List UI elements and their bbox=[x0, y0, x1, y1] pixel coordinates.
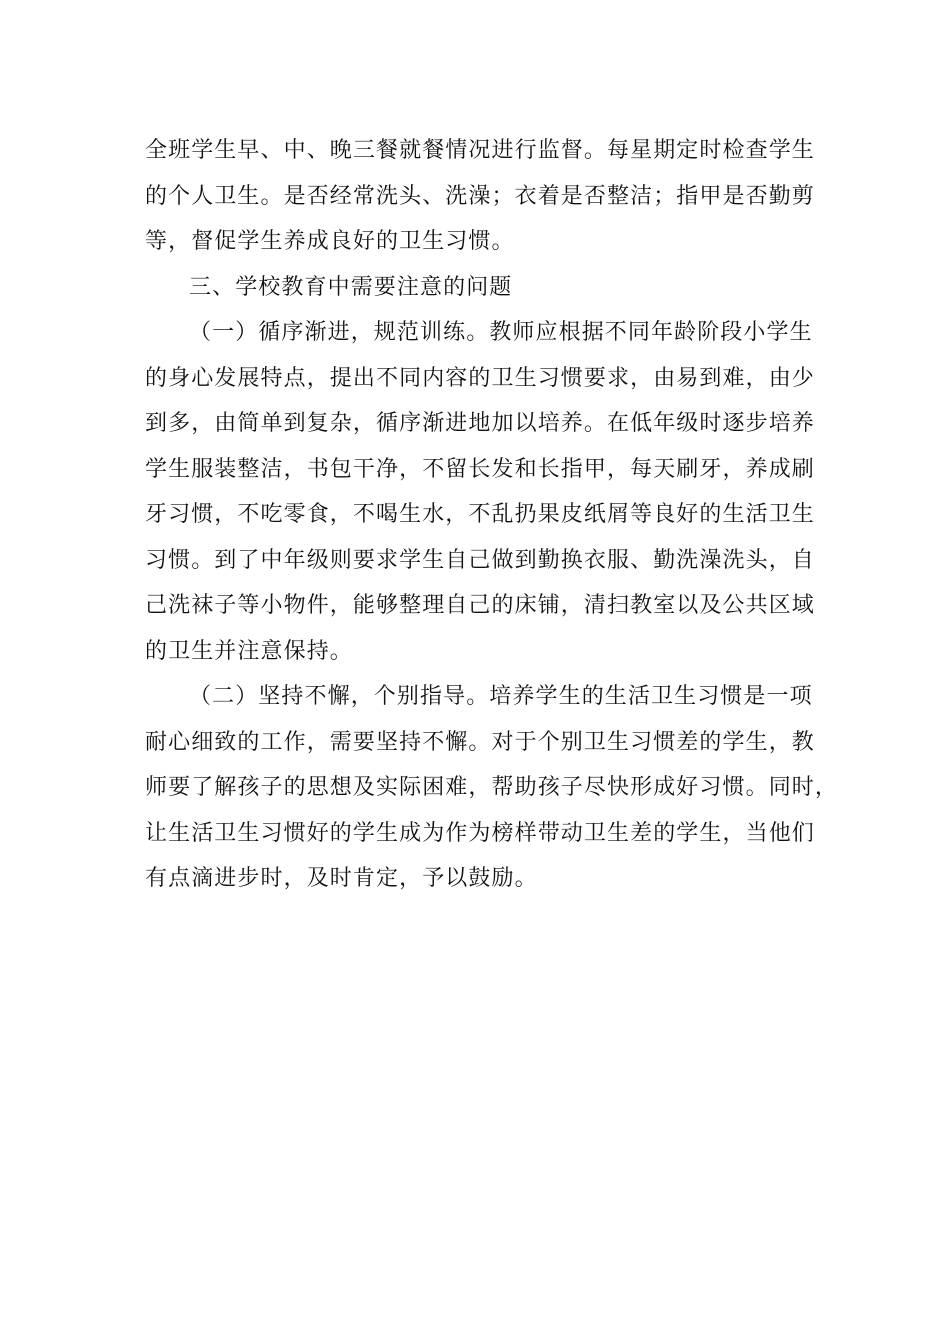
text-line: 师要了解孩子的思想及实际困难，帮助孩子尽快形成好习惯。同时， bbox=[145, 775, 839, 800]
text-line: 己洗袜子等小物件，能够整理自己的床铺，清扫教室以及公共区域 bbox=[145, 593, 815, 618]
text-line: （二）坚持不懈，个别指导。培养学生的生活卫生习惯是一项 bbox=[189, 684, 813, 709]
paragraph-continuation bbox=[145, 128, 815, 265]
text-line: 的卫生并注意保持。 bbox=[145, 638, 353, 664]
text-line: 习惯。到了中年级则要求学生自己做到勤换衣服、勤洗澡洗头，自 bbox=[145, 547, 815, 573]
text-line: 牙习惯，不吃零食，不喝生水，不乱扔果皮纸屑等良好的生活卫生 bbox=[145, 502, 815, 527]
document-body bbox=[145, 128, 839, 902]
text-line: 耐心细致的工作，需要坚持不懈。对于个别卫生习惯差的学生，教 bbox=[145, 729, 815, 755]
text-line: 的身心发展特点，提出不同内容的卫生习惯要求，由易到难，由少 bbox=[145, 365, 815, 391]
text-line: 等，督促学生养成良好的卫生习惯。 bbox=[145, 229, 515, 254]
heading-line: 三、学校教育中需要注意的问题 bbox=[189, 274, 513, 300]
text-line: 学生服装整洁，书包干净，不留长发和长指甲，每天刷牙，养成刷 bbox=[145, 456, 815, 482]
text-line: 到多，由简单到复杂，循序渐进地加以培养。在低年级时逐步培养 bbox=[145, 411, 815, 436]
text-line: 的个人卫生。是否经常洗头、洗澡；衣着是否整洁；指甲是否勤剪 bbox=[145, 183, 815, 209]
text-line: 全班学生早、中、晚三餐就餐情况进行监督。每星期定时检查学生 bbox=[145, 138, 815, 163]
text-line: 让生活卫生习惯好的学生成为作为榜样带动卫生差的学生，当他们 bbox=[145, 820, 815, 846]
paragraph-persistent-guidance bbox=[145, 674, 839, 902]
text-line: 有点滴进步时，及时肯定，予以鼓励。 bbox=[145, 866, 538, 891]
paragraph-gradual-training bbox=[145, 310, 815, 674]
text-line: （一）循序渐进，规范训练。教师应根据不同年龄阶段小学生 bbox=[189, 320, 813, 345]
section-heading bbox=[145, 265, 805, 311]
